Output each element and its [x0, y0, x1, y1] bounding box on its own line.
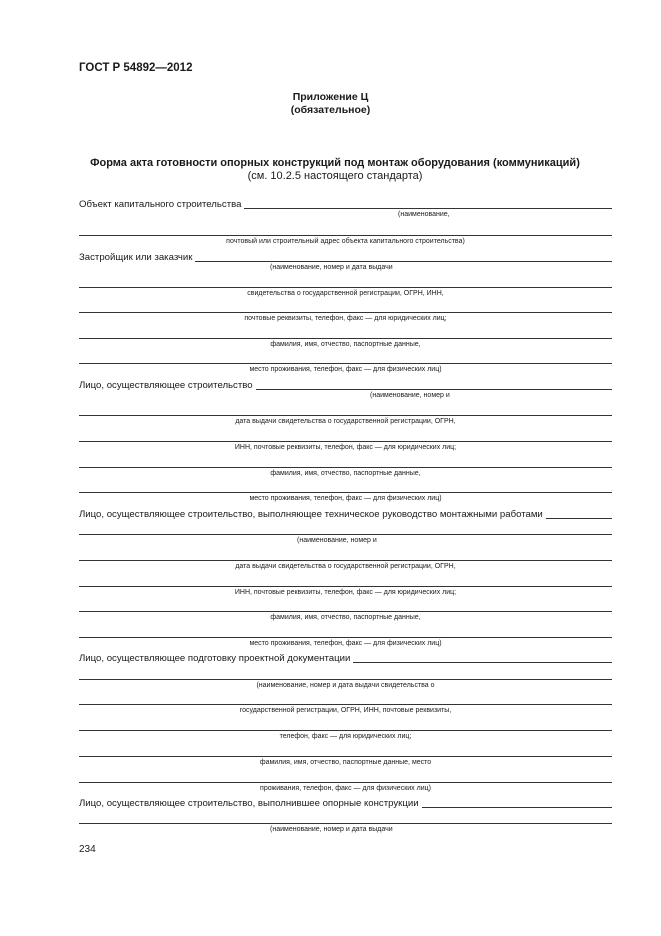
appendix-title: Приложение Ц [292, 91, 369, 103]
builder-caption-5: место проживания, телефон, факс — для физических лиц) [249, 495, 442, 502]
object-line-2[interactable] [79, 235, 612, 236]
supervisor-caption-5: место проживания, телефон, факс — для физических лиц) [249, 640, 442, 647]
developer-label: Застройщик или заказчик [79, 252, 195, 263]
builder-label: Лицо, осуществляющее строительство [79, 380, 256, 391]
performer-line-2[interactable] [79, 823, 612, 824]
supervisor-line-6[interactable] [79, 637, 612, 638]
form-subtitle: (см. 10.2.5 настоящего стандарта) [247, 170, 423, 182]
supervisor-line-5[interactable] [79, 611, 612, 612]
designer-line-3[interactable] [79, 704, 612, 705]
supervisor-label: Лицо, осуществляющее строительство, выполняющее техническое руководство монтажными работами [79, 509, 546, 520]
designer-caption-5: проживания, телефон, факс — для физических лиц) [260, 785, 431, 792]
builder-line-3[interactable] [79, 441, 612, 442]
object-caption-2: почтовый или строительный адрес объекта капитального строительства) [226, 238, 465, 245]
builder-caption-4: фамилия, имя, отчество, паспортные данные, [270, 470, 421, 477]
developer-line-5[interactable] [79, 363, 612, 364]
builder-line-4[interactable] [79, 467, 612, 468]
builder-caption-1: (наименование, номер и [370, 392, 450, 399]
developer-caption-1: (наименование, номер и дата выдачи [270, 264, 393, 271]
designer-line-4[interactable] [79, 730, 612, 731]
object-label: Объект капитального строительства [79, 199, 244, 210]
appendix-note: (обязательное) [290, 104, 371, 116]
developer-line-4[interactable] [79, 338, 612, 339]
designer-caption-4: фамилия, имя, отчество, паспортные данные, место [259, 759, 432, 766]
supervisor-line-3[interactable] [79, 560, 612, 561]
developer-line-2[interactable] [79, 287, 612, 288]
designer-caption-3: телефон, факс — для юридических лиц; [279, 733, 412, 740]
developer-caption-4: фамилия, имя, отчество, паспортные данные, [270, 341, 421, 348]
standard-number: ГОСТ Р 54892—2012 [79, 62, 193, 74]
designer-line-6[interactable] [79, 782, 612, 783]
designer-line-2[interactable] [79, 679, 612, 680]
developer-caption-2: свидетельства о государственной регистрации, ОГРН, ИНН, [247, 290, 444, 297]
object-caption-1: (наименование, [398, 211, 450, 218]
designer-caption-1: (наименование, номер и дата выдачи свидетельства о [256, 682, 435, 689]
developer-caption-3: почтовые реквизиты, телефон, факс — для юридических лиц; [244, 315, 447, 322]
developer-caption-5: место проживания, телефон, факс — для физических лиц) [249, 366, 442, 373]
designer-label: Лицо, осуществляющее подготовку проектной документации [79, 653, 353, 664]
page-number: 234 [79, 844, 96, 855]
supervisor-caption-4: фамилия, имя, отчество, паспортные данные, [270, 614, 421, 621]
builder-caption-3: ИНН, почтовые реквизиты, телефон, факс — для юридических лиц; [234, 444, 457, 451]
builder-line-5[interactable] [79, 492, 612, 493]
builder-caption-2: дата выдачи свидетельства о государственной регистрации, ОГРН, [235, 418, 456, 425]
supervisor-caption-2: дата выдачи свидетельства о государственной регистрации, ОГРН, [235, 563, 456, 570]
supervisor-line-2[interactable] [79, 534, 612, 535]
supervisor-caption-3: ИНН, почтовые реквизиты, телефон, факс — для юридических лиц; [234, 589, 457, 596]
designer-line-5[interactable] [79, 756, 612, 757]
performer-caption-1: (наименование, номер и дата выдачи [270, 826, 393, 833]
performer-label: Лицо, осуществляющее строительство, выполнившее опорные конструкции [79, 798, 422, 809]
developer-line-3[interactable] [79, 312, 612, 313]
form-title: Форма акта готовности опорных конструкций под монтаж оборудования (коммуникаций) [90, 157, 580, 169]
supervisor-line-4[interactable] [79, 586, 612, 587]
builder-line-2[interactable] [79, 415, 612, 416]
supervisor-caption-1: (наименование, номер и [297, 537, 377, 544]
designer-caption-2: государственной регистрации, ОГРН, ИНН, почтовые реквизиты, [239, 707, 452, 714]
